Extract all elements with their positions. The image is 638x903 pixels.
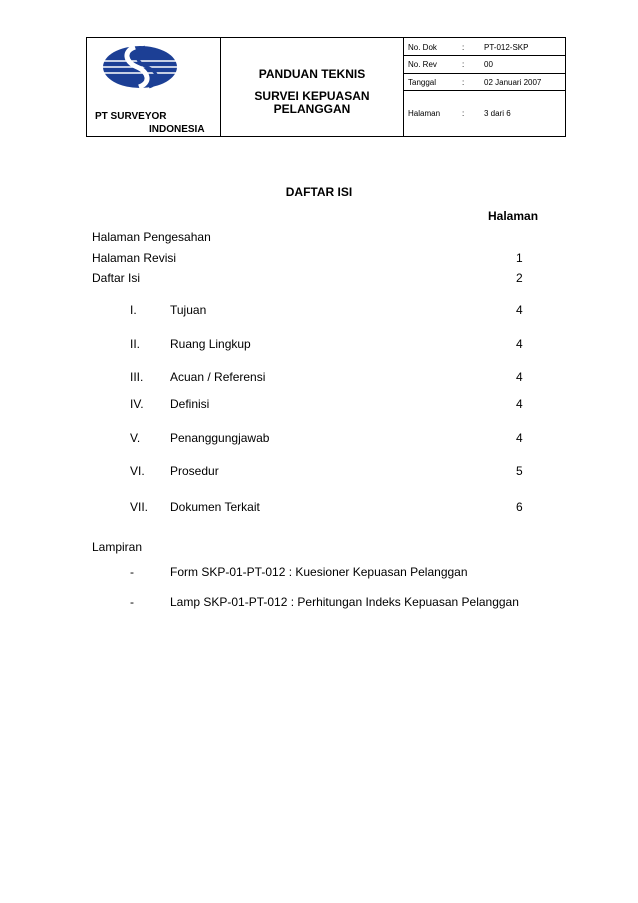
- toc-chapter-number: I.: [130, 303, 137, 317]
- toc-chapter-label: Prosedur: [170, 464, 219, 478]
- toc-chapter-number: VI.: [130, 464, 145, 478]
- meta-sep: :: [462, 109, 465, 118]
- toc-page-column-header: Halaman: [488, 209, 539, 223]
- meta-sep: :: [462, 78, 465, 87]
- doc-title-line1: PANDUAN TEKNIS: [258, 67, 366, 81]
- company-name-line1: PT SURVEYOR: [95, 111, 167, 122]
- toc-page-number: 4: [516, 370, 523, 384]
- toc-chapter-label: Ruang Lingkup: [170, 337, 251, 351]
- toc-chapter-label: Dokumen Terkait: [170, 500, 260, 514]
- toc-title: DAFTAR ISI: [285, 185, 353, 199]
- toc-front-item: Halaman Pengesahan: [92, 230, 211, 244]
- meta-divider: [404, 55, 566, 56]
- toc-chapter-number: III.: [130, 370, 144, 384]
- toc-appendix-title: Lampiran: [92, 540, 143, 554]
- toc-front-item: Halaman Revisi: [92, 251, 177, 265]
- meta-label: No. Dok: [408, 43, 437, 52]
- meta-value: 3 dari 6: [484, 109, 511, 118]
- toc-appendix-bullet: -: [130, 595, 134, 609]
- toc-chapter-label: Definisi: [170, 397, 210, 411]
- company-name-line2: INDONESIA: [149, 124, 205, 135]
- doc-title-line3: PELANGGAN: [273, 102, 351, 116]
- meta-divider: [404, 90, 566, 91]
- toc-appendix-item: Lamp SKP-01-PT-012 : Perhitungan Indeks Kepuasan Pelanggan: [170, 595, 519, 609]
- company-logo-icon: [101, 45, 179, 89]
- meta-value: 00: [484, 60, 493, 69]
- toc-page-number: 4: [516, 337, 523, 351]
- doc-title-line2: SURVEI KEPUASAN: [254, 89, 370, 103]
- toc-page-number: 4: [516, 303, 523, 317]
- toc-page-number: 1: [516, 251, 523, 265]
- toc-chapter-number: IV.: [130, 397, 144, 411]
- toc-front-item: Daftar Isi: [92, 271, 141, 285]
- toc-chapter-number: II.: [130, 337, 141, 351]
- toc-page-number: 4: [516, 431, 523, 445]
- meta-sep: :: [462, 60, 465, 69]
- toc-chapter-number: V.: [130, 431, 141, 445]
- toc-chapter-label: Acuan / Referensi: [170, 370, 266, 384]
- header-divider: [220, 38, 221, 136]
- toc-page-number: 5: [516, 464, 523, 478]
- meta-label: Tanggal: [408, 78, 437, 87]
- toc-page-number: 6: [516, 500, 523, 514]
- toc-page-number: 2: [516, 271, 523, 285]
- toc-appendix-bullet: -: [130, 565, 134, 579]
- toc-page-number: 4: [516, 397, 523, 411]
- meta-label: No. Rev: [408, 60, 437, 69]
- meta-sep: :: [462, 43, 465, 52]
- header-divider: [403, 38, 404, 136]
- toc-chapter-label: Penanggungjawab: [170, 431, 270, 445]
- meta-divider: [404, 73, 566, 74]
- toc-chapter-number: VII.: [130, 500, 149, 514]
- meta-value: PT-012-SKP: [484, 43, 529, 52]
- toc-chapter-label: Tujuan: [170, 303, 207, 317]
- toc-appendix-item: Form SKP-01-PT-012 : Kuesioner Kepuasan Pelanggan: [170, 565, 468, 579]
- meta-label: Halaman: [408, 109, 441, 118]
- meta-value: 02 Januari 2007: [484, 78, 542, 87]
- document-header: [86, 37, 566, 137]
